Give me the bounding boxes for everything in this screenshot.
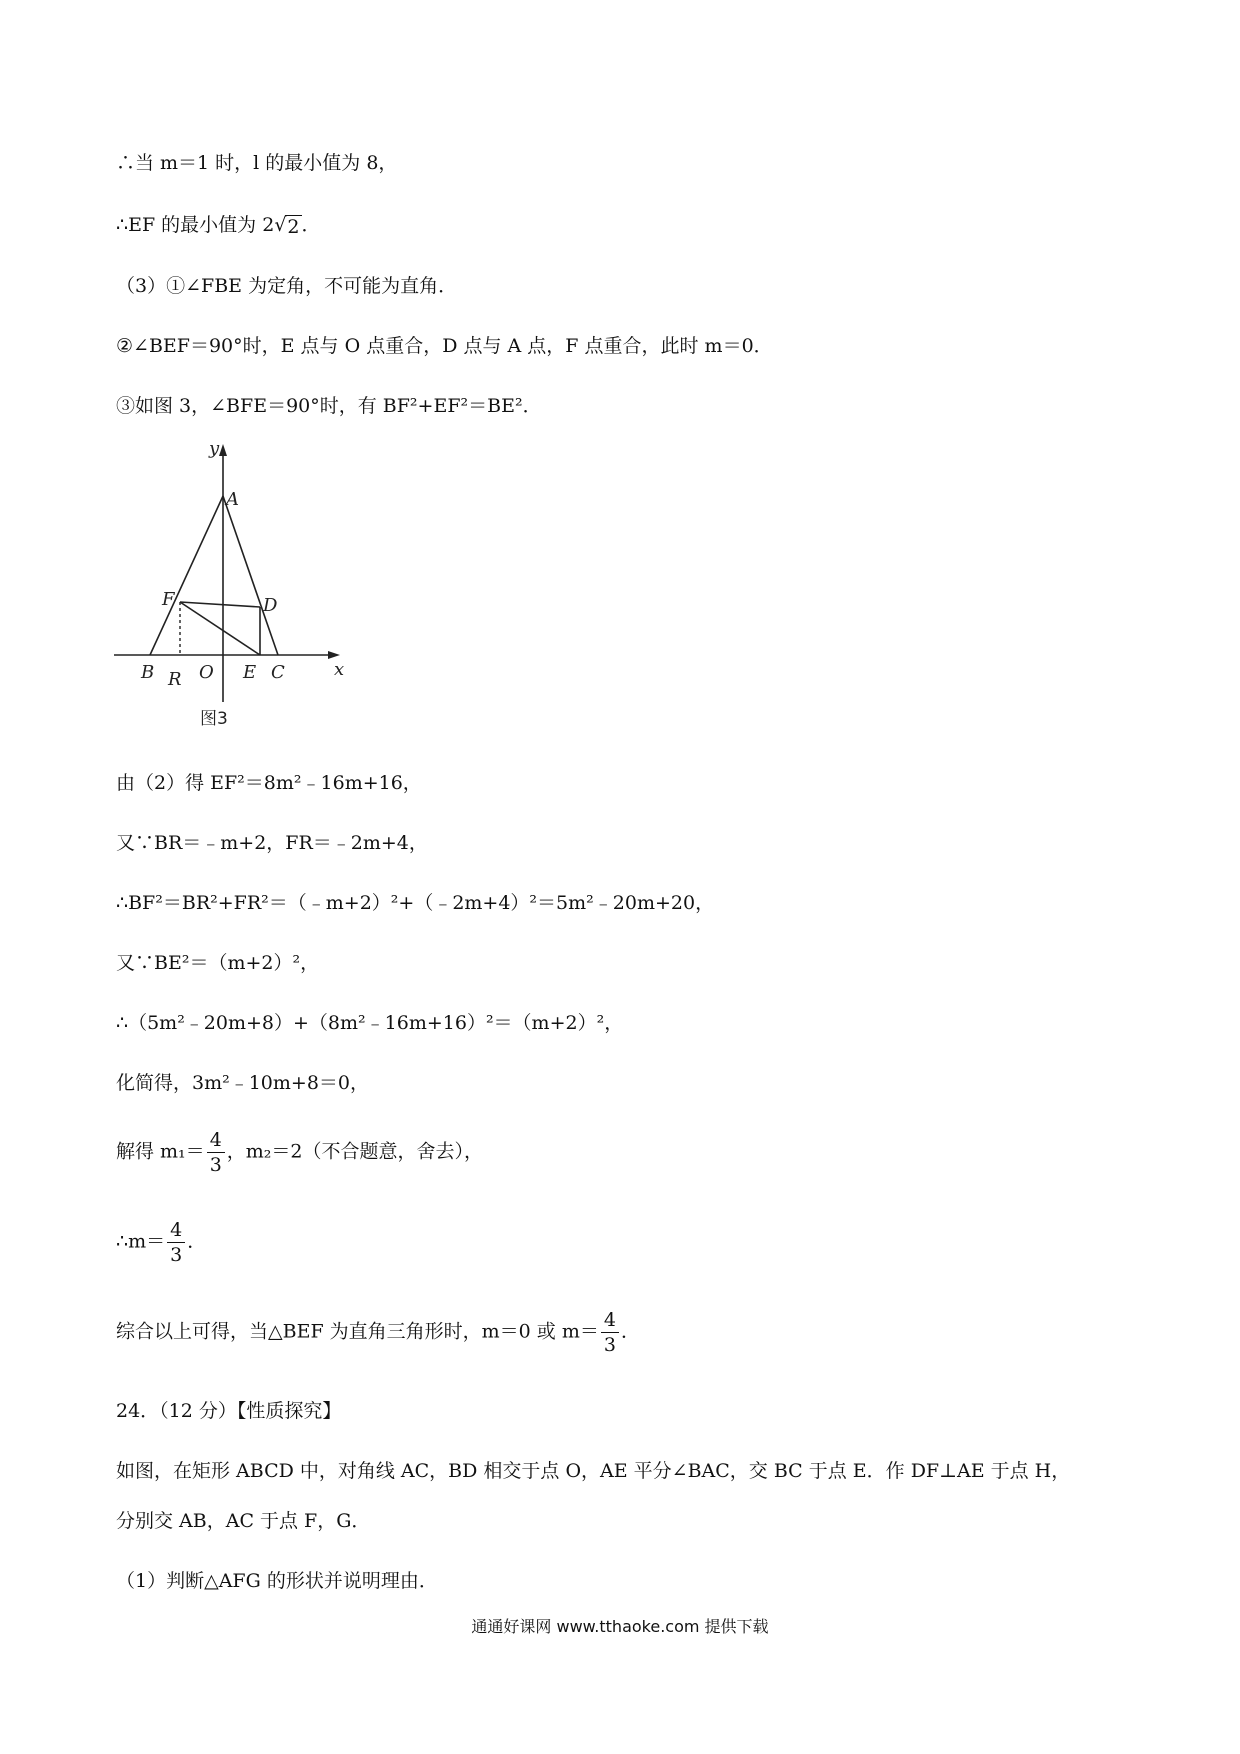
solution-line-3: （3）①∠FBE 为定角，不可能为直角． [116, 275, 458, 297]
page-footer: 通通好课网 www.tthaoke.com 提供下载 [471, 1617, 769, 1636]
problem-24-statement-line-1: 如图，在矩形 ABCD 中，对角线 AC，BD 相交于点 O，AE 平分∠BAC，交 BC 于点 E．作 DF⊥AE 于点 H， [116, 1460, 1071, 1482]
line-12-suffix: ，m₂＝2（不合题意，舍去）， [226, 1140, 484, 1163]
label-e: E [243, 662, 257, 683]
x-axis-arrow [328, 651, 340, 659]
label-y: y [209, 440, 220, 459]
label-x: x [334, 659, 345, 680]
solution-line-10: ∴（5m²﹣20m+8）+（8m²﹣16m+16）²＝（m+2）²， [116, 1012, 624, 1034]
solution-line-5: ③如图 3，∠BFE＝90°时，有 BF²+EF²＝BE²． [116, 395, 542, 417]
label-c: C [271, 662, 285, 683]
solution-line-1: ∴当 m＝1 时，l 的最小值为 8， [116, 152, 398, 174]
solution-line-14 [116, 1308, 640, 1357]
solution-line-6: 由（2）得 EF²＝8m²﹣16m+16， [116, 772, 422, 794]
line-13-prefix: ∴m＝ [116, 1230, 166, 1253]
solution-line-11: 化简得，3m²﹣10m+8＝0， [116, 1072, 370, 1094]
segment-ab [150, 496, 223, 655]
figure-caption: 图3 [200, 709, 228, 729]
label-r: R [168, 669, 182, 690]
problem-24-question-1: （1）判断△AFG 的形状并说明理由． [116, 1570, 438, 1592]
problem-24-statement-line-2: 分别交 AB，AC 于点 F，G． [116, 1510, 371, 1532]
solution-line-7: 又∵BR＝﹣m+2，FR＝﹣2m+4， [116, 832, 428, 854]
fraction-four-thirds [601, 1308, 619, 1357]
label-d: D [263, 595, 278, 616]
solution-line-4: ②∠BEF＝90°时，E 点与 O 点重合，D 点与 A 点，F 点重合，此时 m＝0． [116, 335, 773, 357]
line-2-prefix: ∴EF 的最小值为 2 [116, 214, 275, 236]
label-b: B [141, 662, 155, 683]
solution-line-9: 又∵BE²＝（m+2）²， [116, 952, 320, 974]
label-f: F [162, 589, 175, 610]
y-axis-arrow [219, 444, 227, 456]
segment-fe [180, 602, 260, 655]
fraction-denominator: 3 [603, 1334, 616, 1356]
fraction-four-thirds [207, 1128, 225, 1177]
solution-line-2 [116, 212, 321, 238]
sqrt-expression [274, 212, 301, 238]
fraction-denominator: 3 [170, 1244, 183, 1266]
line-12-prefix: 解得 m₁＝ [116, 1140, 205, 1163]
sqrt-radicand: 2 [287, 216, 300, 238]
segment-fd [180, 602, 260, 607]
figure-3-diagram [108, 440, 358, 740]
line-14-suffix: ． [620, 1320, 640, 1343]
fraction-numerator: 4 [207, 1128, 225, 1153]
segment-ac [223, 496, 278, 655]
fraction-denominator: 3 [209, 1154, 222, 1176]
label-a: A [226, 489, 239, 510]
label-o: O [199, 662, 214, 683]
solution-line-8: ∴BF²＝BR²+FR²＝（﹣m+2）²+（﹣2m+4）²＝5m²﹣20m+20， [116, 892, 715, 914]
solution-line-12 [116, 1128, 483, 1177]
solution-line-13 [116, 1218, 206, 1267]
fraction-four-thirds [167, 1218, 185, 1267]
fraction-numerator: 4 [601, 1308, 619, 1333]
radical-sign: √ [274, 214, 287, 236]
line-13-suffix: ． [187, 1230, 207, 1253]
line-14-prefix: 综合以上可得，当△BEF 为直角三角形时，m＝0 或 m＝ [116, 1320, 599, 1343]
problem-24-heading: 24．（12 分）【性质探究】 [116, 1400, 342, 1422]
fraction-numerator: 4 [167, 1218, 185, 1243]
line-2-suffix: ． [301, 214, 321, 236]
